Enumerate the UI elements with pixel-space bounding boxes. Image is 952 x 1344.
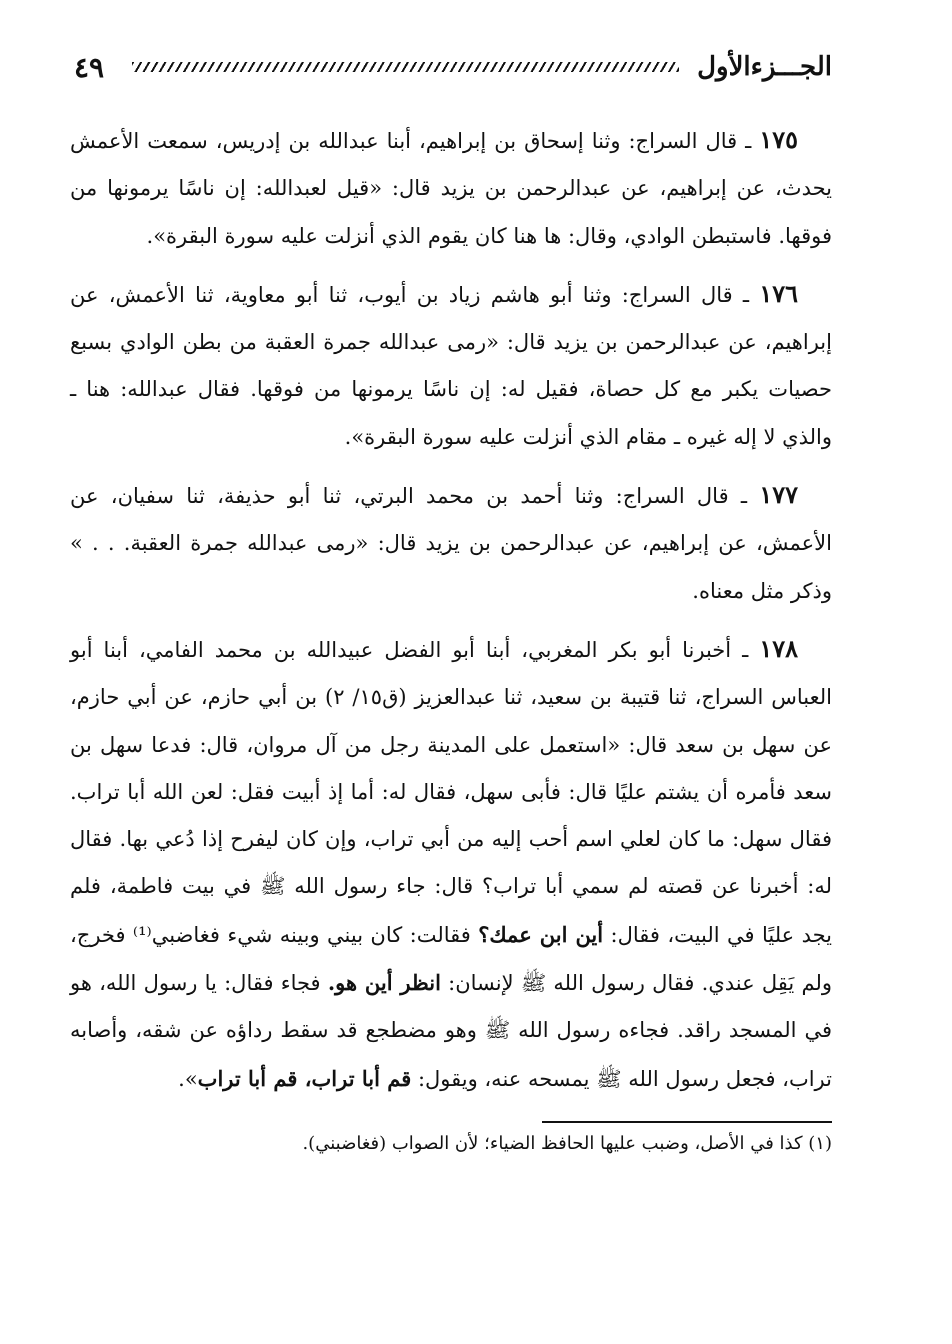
text-segment: فقالت: كان بيني وبينه شيء فغاضبي (151, 922, 479, 947)
hadith-number: ١٧٨ (759, 633, 798, 663)
text-segment: فخرج، ولم يَقِل عندي. فقال رسول الله ﷺ لإنسان: (70, 922, 832, 996)
running-head: الجـــزءالأول (697, 52, 832, 82)
page-body (70, 116, 832, 1103)
closing-quote: » (184, 1066, 198, 1091)
page-header (70, 42, 832, 92)
hadith-paragraph (70, 270, 832, 461)
footnote-divider (542, 1121, 832, 1123)
footnote: (١) كذا في الأصل، وضبب عليها الحافظ الضياء؛ لأن الصواب (فغاضبني). (302, 1132, 832, 1154)
hadith-number: ١٧٧ (759, 480, 798, 510)
hadith-text (70, 638, 832, 1091)
text-segment-bold: قم أبا تراب، قم أبا تراب (197, 1065, 412, 1091)
header-rule (132, 62, 679, 72)
text-segment: ـ أخبرنا أبو بكر المغربي، أبنا أبو الفضل عبيدالله بن محمد الفامي، أبنا أبو العباس السراج، ثنا قتيبة بن سعيد، ثنا عبدالعزيز (ق١٥/ ٢) بن أبي حازم، عن أبي حازم، عن سهل بن سعد قال: «استعمل على المدينة رجل من آل مروان، قال: فدعا سهل بن سعد فأمره أن يشتم عليًا قال: فأبى سهل، فقال له: أما إذ أبيت فقل: لعن الله أبا تراب. فقال سهل: ما كان لعلي اسم أحب إليه من أبي تراب، وإن كان ليفرح إذا دُعي بها. فقال له: أخبرنا عن قصته لم سمي أبا تراب؟ قال: جاء رسول الله ﷺ في بيت فاطمة، فلم يجد عليًا في البيت، فقال: (70, 637, 833, 947)
hadith-paragraph (70, 625, 832, 1103)
text-segment: فجاء فقال: يا رسول الله، هو في المسجد راقد. فجاءه رسول الله ﷺ وهو مضطجع قد سقط رداؤه عن شقه، وأصابه تراب، فجعل رسول الله ﷺ يمسحه عنه، ويقول: (70, 971, 832, 1091)
hadith-text: ـ قال السراج: وثنا إسحاق بن إبراهيم، أبنا عبدالله بن إدريس، سمعت الأعمش يحدث، عن إبراهيم، عن عبدالرحمن بن يزيد قال: «قيل لعبدالله: إن ناسًا يرمونها من فوقها. فاستبطن الوادي، وقال: ها هنا كان يقوم الذي أنزلت عليه سورة البقرة». (70, 129, 832, 248)
hadith-paragraph (70, 471, 832, 615)
hadith-paragraph (70, 116, 832, 260)
closing-period: . (178, 1066, 185, 1091)
book-page (70, 42, 832, 1159)
hadith-text: ـ قال السراج: وثنا أحمد بن محمد البرتي، ثنا أبو حذيفة، ثنا سفيان، عن الأعمش، عن إبراهيم، عن عبدالرحمن بن يزيد قال: «رمى عبدالله جمرة العقبة. . . » وذكر مثل معناه. (70, 484, 832, 603)
hadith-text: ـ قال السراج: وثنا أبو هاشم زياد بن أيوب، ثنا أبو معاوية، ثنا الأعمش، عن إبراهيم، عن عبدالرحمن بن يزيد قال: «رمى عبدالله جمرة العقبة من بطن الوادي بسبع حصيات يكبر مع كل حصاة، فقيل له: إن ناسًا يرمونها من فوقها. فقال عبدالله: هنا ـ والذي لا إله غيره ـ مقام الذي أنزلت عليه سورة البقرة». (70, 282, 832, 449)
page-number: ٤٩ (74, 50, 105, 84)
text-segment-bold: انظر أين هو. (327, 970, 441, 996)
hadith-number: ١٧٥ (759, 125, 798, 154)
footnote-marker: ⁽¹⁾ (132, 922, 152, 947)
hadith-number: ١٧٦ (759, 278, 798, 308)
text-segment-bold: أين ابن عمك؟ (478, 921, 604, 947)
